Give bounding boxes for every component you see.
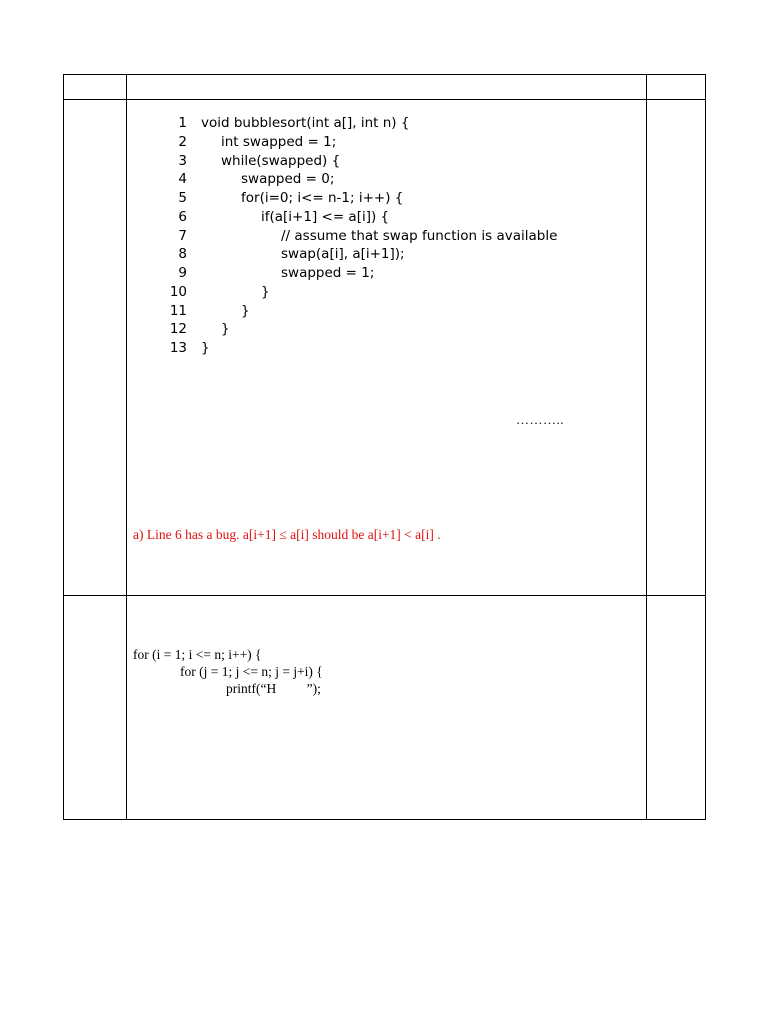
header-row-divider [64,99,705,100]
line-number: 13 [169,340,187,356]
code-text: } [261,283,270,300]
code-text: } [221,321,230,338]
code-text: } [241,302,250,319]
code-text: } [201,340,210,356]
code-text: swap(a[i], a[i+1]); [281,246,405,263]
code-line-inner-loop: for (j = 1; j <= n; j = j+i) { [180,664,323,679]
line-number: 5 [178,190,187,206]
answer-text: a) Line 6 has a bug. a[i+1] ≤ a[i] should be a[i+1] < a[i] . [133,527,441,542]
line-number: 1 [178,115,187,131]
line-number: 6 [178,208,187,225]
line-number: 8 [178,246,187,263]
left-column-divider [126,75,127,819]
code-text: // assume that swap function is available [281,227,558,244]
line-number: 10 [169,283,187,300]
line-number: 4 [178,171,187,188]
code-line-outer-loop: for (i = 1; i <= n; i++) { [133,647,262,662]
right-column-divider [646,75,647,819]
line-number: 11 [169,302,187,319]
line-number: 2 [178,133,187,150]
line-number: 9 [178,265,187,281]
line-number: 12 [169,321,187,338]
code-text: void bubblesort(int a[], int n) { [201,115,410,131]
code-text: swapped = 1; [281,265,375,281]
code-text: while(swapped) { [221,152,341,169]
code-text: swapped = 0; [241,171,335,188]
blank-dots: ……….. [516,412,564,427]
row-divider [64,595,705,596]
code-line-printf: printf(“H ”); [226,681,321,696]
code-text: for(i=0; i<= n-1; i++) { [241,190,404,206]
line-number: 3 [178,152,187,169]
code-text: int swapped = 1; [221,133,337,150]
line-number: 7 [178,227,187,244]
code-text: if(a[i+1] <= a[i]) { [261,208,390,225]
